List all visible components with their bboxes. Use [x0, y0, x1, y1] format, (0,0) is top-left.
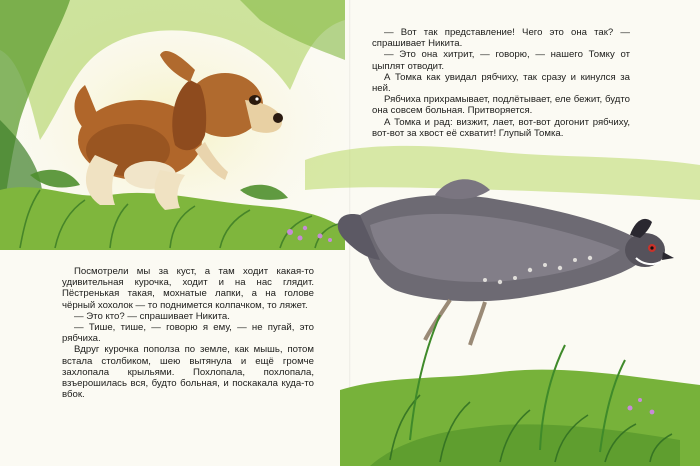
paragraph: — Это она хитрит, — говорю, — нашего Томку от цыплят отводит. [372, 49, 630, 72]
dog-illustration [0, 0, 345, 250]
paragraph: — Это кто? — спрашивает Никита. [74, 310, 230, 322]
left-page-text [62, 266, 314, 400]
hazel-grouse-illustration [300, 140, 700, 466]
paragraph: — Тише, тише, — говорю я ему, — не пугай, это рябчиха. [62, 322, 314, 345]
right-page-text [372, 27, 630, 139]
paragraph: Вдруг курочка пополза по земле, как мышь, потом встала столбиком, шею вытянула и ещё громче захлопала крыльями. Похлопала, похлопала, взъерошилась вся, будто больная, и поскакала куда-то вбок. [62, 344, 314, 401]
paragraph: Посмотрели мы за куст, а там ходит какая-то удивительная курочка, ходит и на нас глядит. Пёстренькая такая, мохнатые лапки, а на голове чёрный хохолок — то поднимется колпачком, то ляжет. [62, 266, 314, 311]
paragraph: А Томка как увидал рябчиху, так сразу и кинулся за ней. [372, 71, 630, 95]
paragraph: — Вот так представление! Чего это она так? — спрашивает Никита. [372, 27, 630, 50]
paragraph: Рябчиха прихрамывает, подлётывает, еле бежит, будто она совсем больная. Притворяется. [372, 94, 630, 117]
paragraph: А Томка и рад: визжит, лает, вот-вот догонит рябчиху, вот-вот за хвост её схватит! Глупый Томка. [372, 116, 630, 139]
